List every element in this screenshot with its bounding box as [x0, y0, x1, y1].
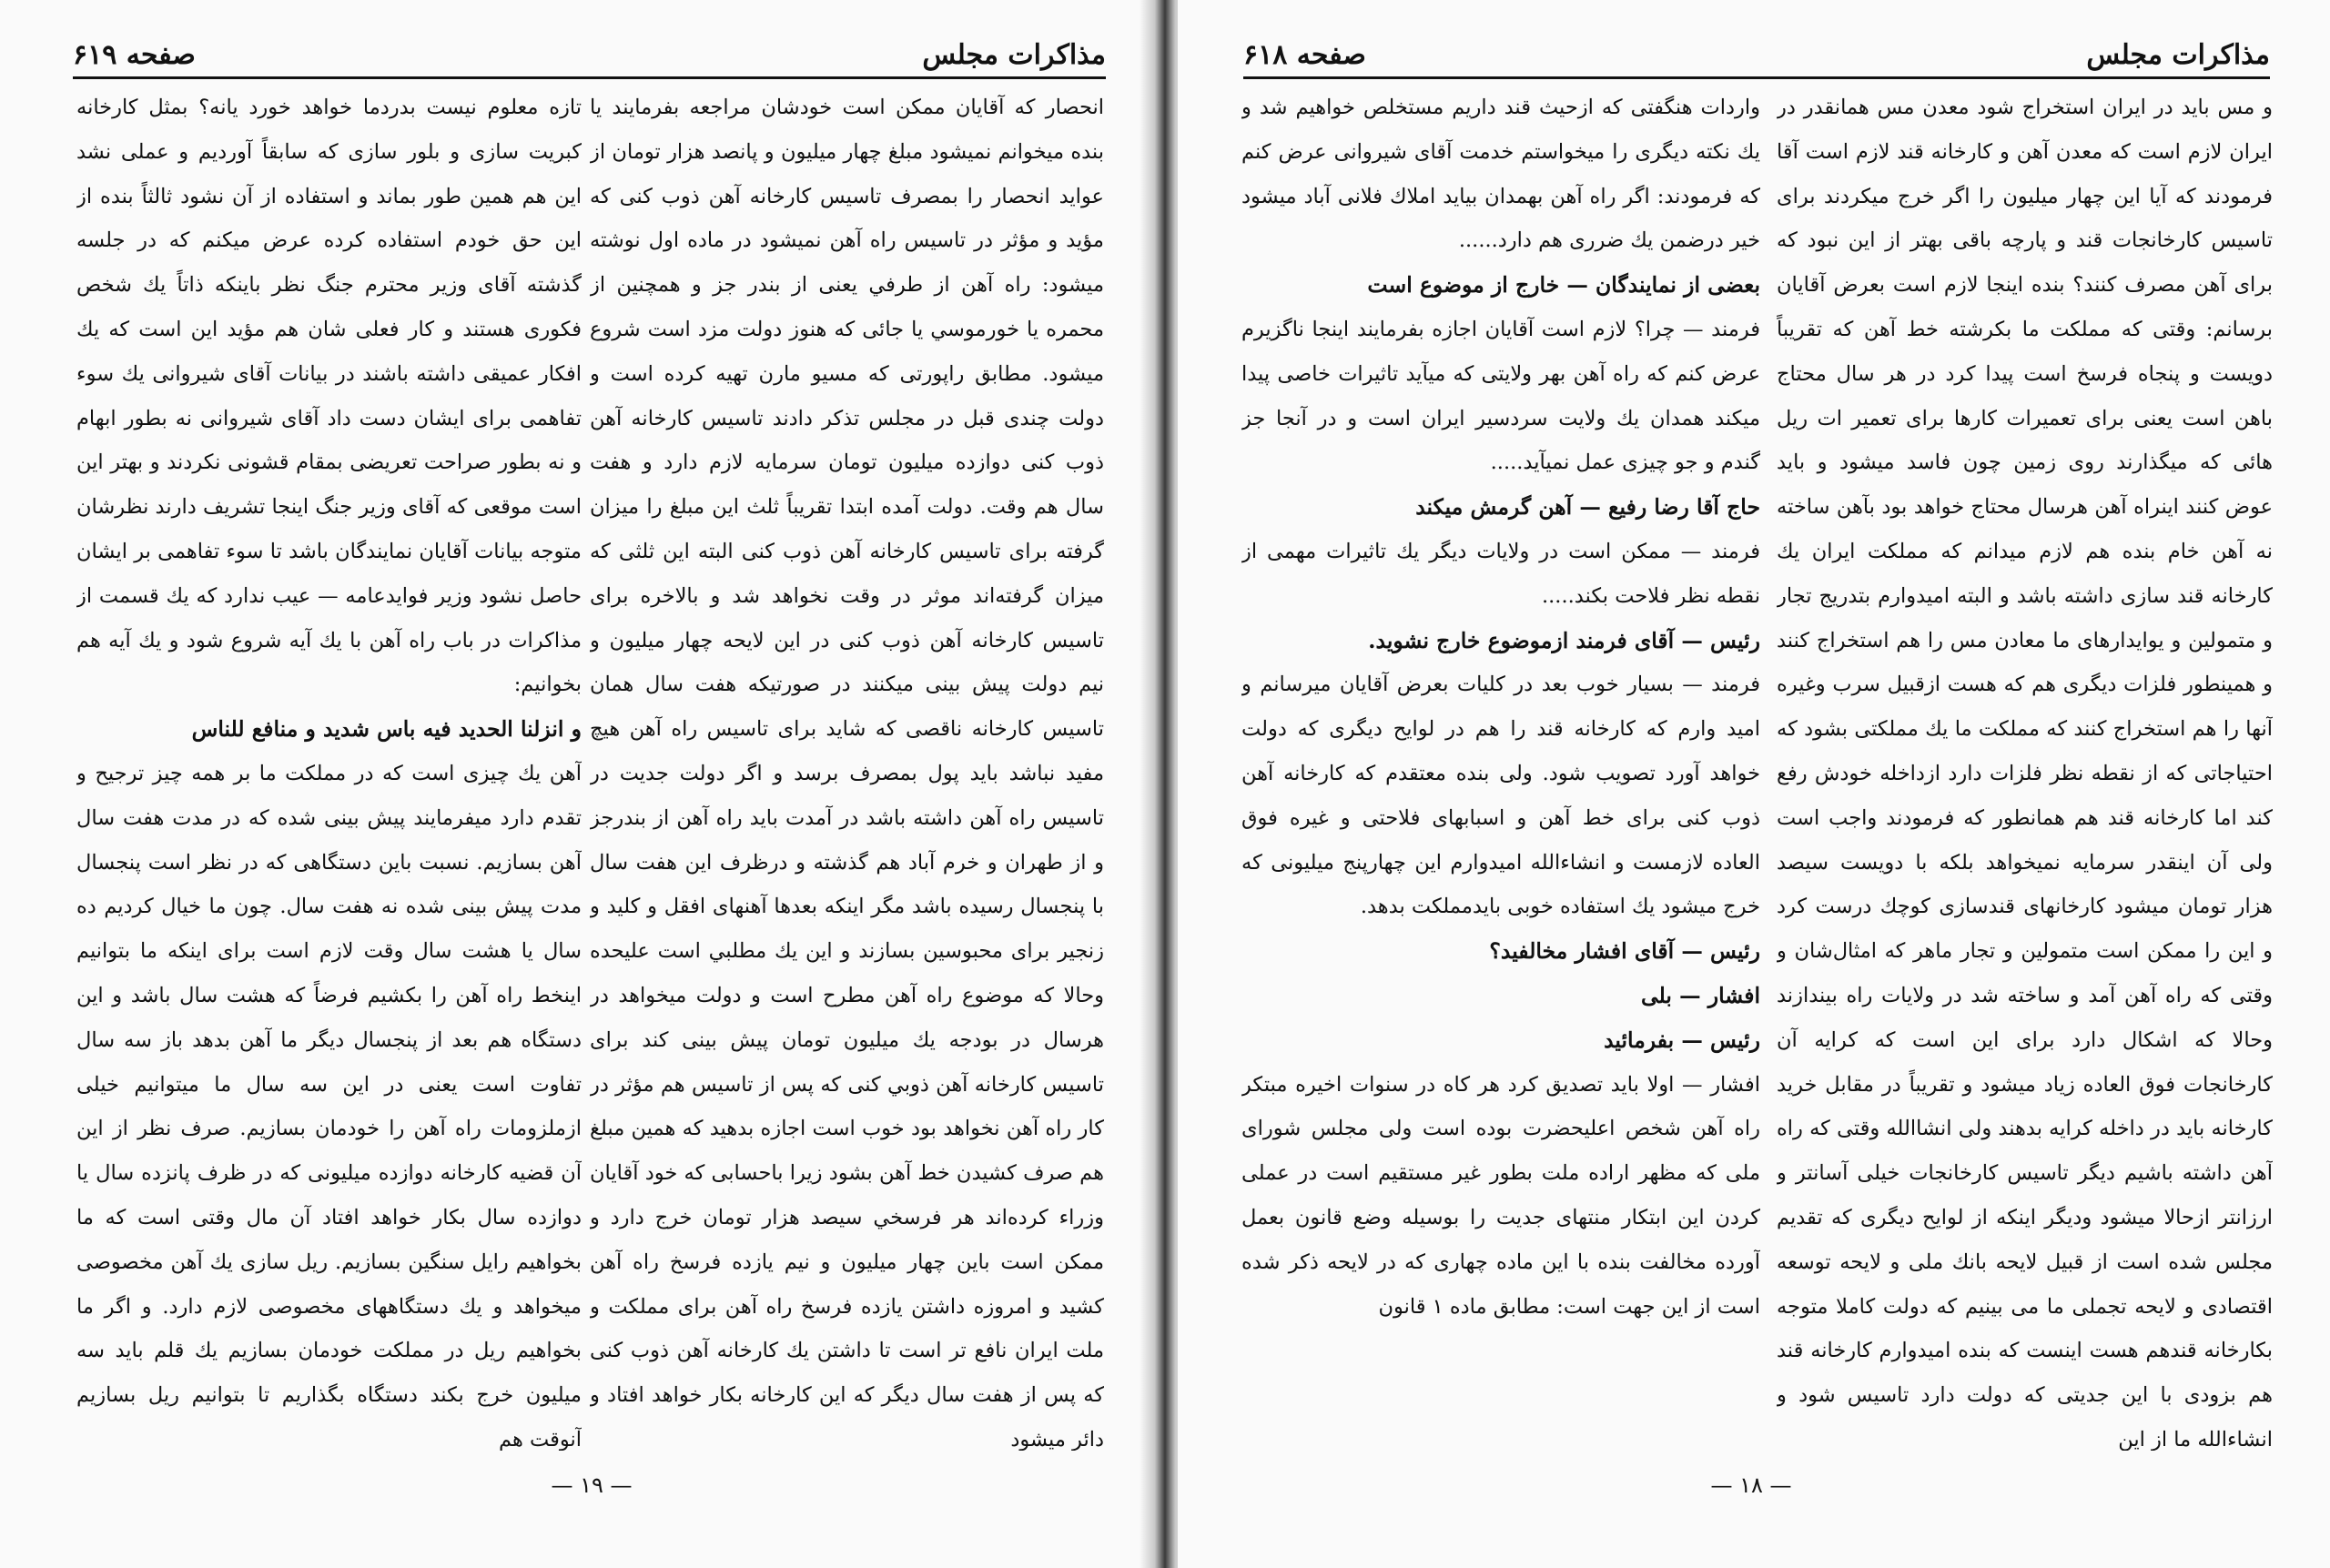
- paragraph: آهن يك چيزى است كه در مملكت ما بر همه چيز ترجيح و تقدم دارد ميفرمايند پيش بينى شده كه در مدت هفت سال آهن بسازيم. نسبت باين دستگاهى كه در نظر است پنجسال مدت پيش بينى شده نه هفت سال. چون ما خيال كرديم ده سال يا هشت سال وقت لازم است براى اينكه ما بتوانيم اينخط راه آهن را بكشيم فرضاً كه هشت سال باشد و اين دستگاه هم بعد از پنجسال ديگر ما آهن بدهد باز سه سال تفاوت است يعنى در اين سه سال ما ميتوانيم خيلى ازملزومات راه آهن را خودمان بسازيم. صرف نظر از اين آن قضيه كارخانه دوازده ميليونى كه در ظرف پانزده سال يا دوازده سال بكار خواهد افتاد آن مال وقتى است كه ما بخواهيم رايل سنگين بسازيم. ريل سازى يك آهن مخصوصى ميخواهد و يك دستگاههاى مخصوصى لازم دارد. و اگر ما بخواهيم ريل در مملكت خودمان بسازيم يك قلم بايد سه ميليون خرج بكند دستگاه بگذاريم تا بتوانيم ريل بسازيم آنوقت هم: [76, 761, 582, 1451]
- paragraph: واردات هنگفتى كه ازحيث قند داريم مستخلص خواهيم شد و يك نكته ديگرى را ميخواستم خدمت آقاى شيروانى عرض كنم كه فرمودند: اگر راه آهن بهمدان بيايد املاك فلانى آباد ميشود خير درضمن يك ضررى هم دارد......: [1241, 96, 1760, 253]
- left-page-left-column: [76, 86, 582, 1451]
- right-page: [1178, 0, 2330, 1568]
- speaker-line: رئيس — آقاى فرمند ازموضوع خارج نشويد.: [1368, 627, 1760, 653]
- speaker-line: افشار — بلى: [1640, 982, 1760, 1008]
- verse-line: و انزلنا الحديد فيه باس شديد و منافع للناس: [191, 716, 582, 743]
- speaker-line: رئيس — آقاى افشار مخالفيد؟: [1489, 938, 1760, 965]
- left-page-footer: — ۱۹ —: [551, 1472, 633, 1498]
- speaker-line: رئيس — بفرمائيد: [1604, 1027, 1760, 1053]
- left-page-header: [73, 31, 1106, 71]
- right-page-right-column: [1777, 86, 2273, 1451]
- speaker-line: حاج آقا رضا رفيع — آهن گرمش ميكند: [1415, 494, 1760, 521]
- speaker-line: بعضى از نمايندگان — خارج از موضوع است: [1367, 272, 1760, 298]
- paragraph: فرمند — چرا؟ لازم است آقايان اجازه بفرمايند اينجا ناگزيرم عرض كنم كه راه آهن بهر ولايتى كه ميآيد تاثيرات خاصى پيدا ميكند همدان يك ولايت سردسير ايران است و در آنجا جز گندم و جو چيزى عمل نميآيد.....: [1241, 317, 1760, 475]
- right-page-left-column: [1241, 86, 1760, 1451]
- right-page-footer: — ۱۸ —: [1710, 1472, 1792, 1498]
- right-header-rule: [1243, 76, 2270, 79]
- left-page-right-column: [590, 86, 1104, 1451]
- paragraph: تازه معلوم نيست بدردما خواهد خورد يانه؟ بمثل كارخانه كبريت سازى و بلور سازى كه سابقاً آورديم و عملى نشد اين هم همين طور بماند و استفاده از آن نشود ثالثاً بنده از اين حق خودم استفاده كرده عرض ميكنم كه در جلسه گذشته آقاى وزير محترم جنگ نظر باينكه ذاتاً يك شخص فكورى هستند و كار فعلى شان هم مؤيد اين است كه يك افكار عميقى داشته باشند در بيانات آقاى شيروانى يك سوء تفاهمى براى ايشان دست داد آقاى شيروانى نه بطور ابهام و نه بطور صراحت تعريضى بمقام قشونى نكردند و بهتر اين است موقعى كه آقاى وزير جنگ اينجا تشريف دارند نظرشان متوجه بيانات آقايان نمايندگان باشد تا سوء تفاهمى بر ايشان حاصل نشود وزير فوايدعامه — عيب ندارد كه يك قسمت از مذاكرات در باب راه آهن با يك آيه شروع شود و يك آيه هم بخوانيم:: [76, 96, 582, 697]
- right-page-header: [1243, 31, 2270, 71]
- left-header-rule: [73, 76, 1106, 79]
- right-header-title: مذاكرات مجلس: [2086, 39, 2270, 71]
- left-header-title: مذاكرات مجلس: [922, 39, 1106, 71]
- paragraph: فرمند — بسيار خوب بعد در كليات بعرض آقايان ميرسانم و اميد وارم كه كارخانه قند را هم در لوايح ديگرى كه دولت خواهد آورد تصويب شود. ولى بنده معتقدم كه كارخانه آهن ذوب كنى براى خط آهن و اسبابهاى فلاحتى و غيره فوق العاده لازمست و انشاءالله اميدوارم اين چهارپنج ميليونى كه خرج ميشود يك استفاده خوبى بايدمملكت بدهد.: [1241, 673, 1760, 919]
- left-page-number-label: صفحه ۶۱۹: [73, 39, 196, 71]
- paragraph: و مس بايد در ايران استخراج شود معدن مس همانقدر در ايران لازم است كه معدن آهن و كارخانه قند لازم است آقا فرمودند كه آيا اين چهار ميليون را اگر خرج ميكردند براى تاسيس كارخانجات قند و پارچه باقى بهتر از اين نبود كه براى آهن مصرف كنند؟ بنده اينجا لازم است بعرض آقايان برسانم: وقتى كه مملكت ما بكرشته خط آهن كه تقريباً دويست و پنجاه فرسخ است پيدا كرد در هر سال محتاج باهن است يعنى براى تعميرات كارها براى تعمير ات ريل هائى كه ميگذارند روى زمين چون فاسد ميشود و بايد عوض كنند اينراه آهن هرسال محتاج خواهد بود بآهن ساخته نه آهن خام بنده هم لازم ميدانم كه مملكت ايران يك كارخانه قند سازى داشته باشد و البته اميدوارم بتدريج تجار و متمولين و يوايدارهاى ما معادن مس را هم استخراج كنند و همينطور فلزات ديگرى هم كه هست ازقبيل سرب وغيره آنها را هم استخراج كنند كه مملكت ما يك مملكتى بشود كه احتياجاتى كه از نقطه نظر فلزات دارد ازداخله خودش رفع كند اما كارخانه قند هم همانطور كه فرمودند واجب است ولى آن اينقدر سرمايه نميخواهد بلكه با دويست سيصد هزار تومان ميشود كارخانهاى قندسازى كوچك درست كرد و اين را ممكن است متمولين و تجار ماهر كه امثال‌شان و وقتى كه راه آهن آمد و ساخته شد در ولايات راه بيندازند وحالا كه اشكال دارد براى اين است كه كرايه آن كارخانجات فوق العاده زياد ميشود و تقريباً در مقابل خريد كارخانه بايد در داخله كرايه بدهند ولى انشاالله وقتى كه راه آهن داشته باشيم ديگر تاسيس كارخانجات خيلى آسانتر و ارزانتر ازحالا ميشود وديگر اينكه از لوايح ديگرى كه تقديم مجلس شده است از قبيل لايحه بانك ملى و لايحه توسعه اقتصادى و لايحه تجملى ما مى بينيم كه دولت كاملا متوجه بكارخانه قندهم هست اينست كه بنده اميدوارم كارخانه قند هم بزودى با اين جديتى كه دولت دارد تاسيس شود و انشاءالله ما از اين: [1777, 96, 2273, 1451]
- paragraph: فرمند — ممكن است در ولايات ديگر يك تاثيرات مهمى از نقطه نظر فلاحت بكند.....: [1241, 539, 1760, 608]
- paragraph: افشار — اولا بايد تصديق كرد هر كاه در سنوات اخيره مبتكر راه آهن شخص اعليحضرت بوده است ولى مجلس شوراى ملى كه مظهر اراده ملت بطور غير مستقيم است در عملى كردن اين ابتكار منتهاى جديت را بوسيله وضع قانون بعمل آورده مخالفت بنده با اين ماده چهارى كه در لايحه ذكر شده است از اين جهت است: مطابق ماده ۱ قانون: [1241, 1072, 1760, 1319]
- right-page-number-label: صفحه ۶۱۸: [1243, 39, 1366, 71]
- paragraph: انحصار كه آقايان ممكن است خودشان مراجعه بفرمايند يا بنده ميخوانم نميشود مبلغ چهار ميليون و پانصد هزار تومان از عوايد انحصار را بمصرف تاسيس كارخانه آهن ذوب كنى كه مؤيد و مؤثر در تاسيس راه آهن نميشود در ماده اول نوشته ميشود: راه آهن از طرفي يعنى از بندر جز و همچنين از محمره يا خورموسي يا جائى كه هنوز دولت مزد است شروع ميشود. مطابق راپورتى كه مسيو مارن تهيه كرده است و دولت چندى قبل در مجلس تذكر دادند تاسيس كارخانه آهن ذوب كنى دوازده ميليون تومان سرمايه لازم دارد و هفت سال هم وقت. دولت آمده ابتدا تقريباً ثلث اين مبلغ را ميزان گرفته براى تاسيس كارخانه آهن ذوب كنى البته اين ثلثى كه ميزان گرفته‌اند موثر در وقت نخواهد شد و بالاخره براى تاسيس كارخانه آهن ذوب كنى در اين لايحه چهار ميليون و نيم دولت پيش بينى ميكنند در صورتيكه هفت سال همان تاسيس كارخانه ناقصى كه شايد براى تاسيس راه آهن هيچ مفيد نباشد بايد پول بمصرف برسد و اگر دولت جديت در تاسيس راه آهن داشته باشد در آمدت بايد راه آهن از بندرجز و از طهران و خرم آباد هم گذشته و درظرف اين هفت سال با پنجسال رسيده باشد مگر اينكه بعدها آهنهاى افقل و كليد و زنجير براى محبوسين بسازند و اين يك مطلبي است عليحده وحالا كه موضوع راه آهن مطرح است و دولت ميخواهد در هرسال در بودجه يك ميليون تومان پيش بينى كند براى تاسيس كارخانه آهن ذوبي كنى كه پس از تاسيس هم مؤثر در كار راه آهن نخواهد بود خوب است اجازه بدهيد كه همين مبلغ هم صرف كشيدن خط آهن بشود زيرا باحسابى كه خود آقايان وزراء كرده‌اند هر فرسخي سيصد هزار تومان خرج دارد و ممكن است باين چهار ميليون و نيم يازده فرسخ راه آهن كشيد و امروزه داشتن يازده فرسخ راه آهن براى مملكت و ملت ايران نافع تر است تا داشتن يك كارخانه آهن ذوب كنى كه پس از هفت سال ديگر كه اين كارخانه بكار خواهد افتاد و دائر ميشود: [590, 96, 1104, 1451]
